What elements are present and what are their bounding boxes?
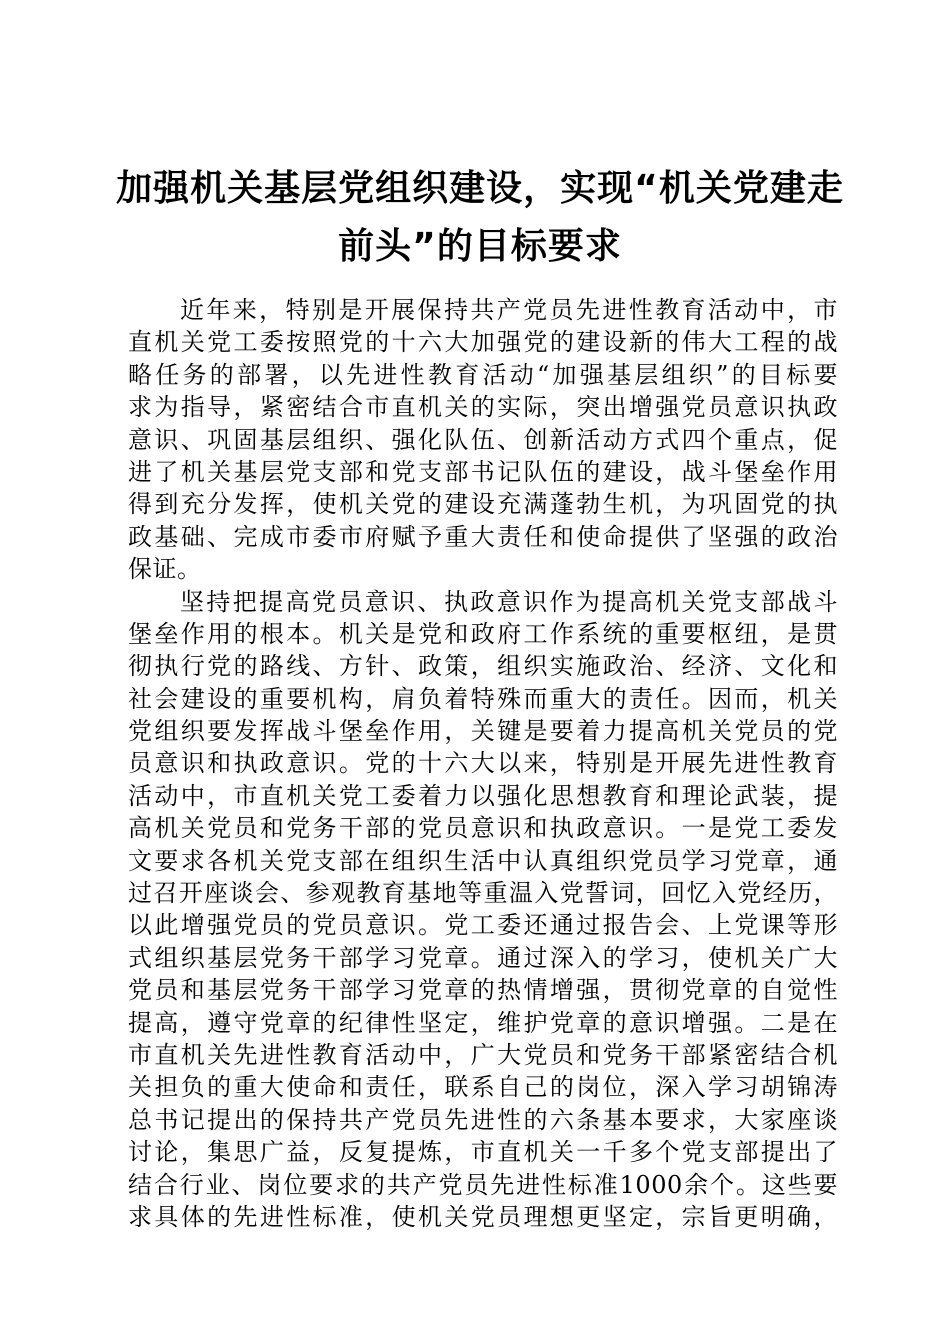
paragraph-line: 社会建设的重要机构，肩负着特殊而重大的责任。因而，机关 <box>128 684 838 713</box>
paragraph-1 <box>128 294 838 586</box>
title-line-1: 加强机关基层党组织建设，实现“机关党建走 <box>116 168 844 209</box>
document-title <box>110 160 850 276</box>
paragraph-line: 关担负的重大使命和责任，联系自己的岗位，深入学习胡锦涛 <box>128 1073 838 1102</box>
paragraph-line: 党员和基层党务干部学习党章的热情增强，贯彻党章的自觉性 <box>128 976 838 1005</box>
paragraph-line: 坚持把提高党员意识、执政意识作为提高机关党支部战斗 <box>180 587 838 616</box>
paragraph-line: 员意识和执政意识。党的十六大以来，特别是开展先进性教育 <box>128 749 838 778</box>
paragraph-line: 求为指导，紧密结合市直机关的实际，突出增强党员意识执政 <box>128 393 838 422</box>
paragraph-line: 政基础、完成市委市府赋予重大责任和使命提供了坚强的政治 <box>128 522 838 551</box>
paragraph-line: 结合行业、岗位要求的共产党员先进性标准1000余个。这些要 <box>128 1170 838 1199</box>
paragraph-line: 直机关党工委按照党的十六大加强党的建设新的伟大工程的战 <box>128 328 838 357</box>
paragraph-line: 意识、巩固基层组织、强化队伍、创新活动方式四个重点，促 <box>128 425 838 454</box>
paragraph-line: 求具体的先进性标准，使机关党员理想更坚定，宗旨更明确， <box>128 1202 838 1231</box>
paragraph-line: 总书记提出的保持共产党员先进性的六条基本要求，大家座谈 <box>128 1105 838 1134</box>
paragraph-line: 党组织要发挥战斗堡垒作用，关键是要着力提高机关党员的党 <box>128 717 838 746</box>
paragraph-line: 讨论，集思广益，反复提炼，市直机关一千多个党支部提出了 <box>128 1138 838 1167</box>
document-body <box>128 294 838 1233</box>
paragraph-line: 式组织基层党务干部学习党章。通过深入的学习，使机关广大 <box>128 943 838 972</box>
paragraph-line: 得到充分发挥，使机关党的建设充满蓬勃生机，为巩固党的执 <box>128 490 838 519</box>
paragraph-line: 高机关党员和党务干部的党员意识和执政意识。一是党工委发 <box>128 814 838 843</box>
paragraph-line: 提高，遵守党章的纪律性坚定，维护党章的意识增强。二是在 <box>128 1008 838 1037</box>
title-line-2: 前头”的目标要求 <box>338 226 622 267</box>
paragraph-line: 堡垒作用的根本。机关是党和政府工作系统的重要枢纽，是贯 <box>128 619 838 648</box>
paragraph-line: 活动中，市直机关党工委着力以强化思想教育和理论武装，提 <box>128 781 838 810</box>
paragraph-line: 进了机关基层党支部和党支部书记队伍的建设，战斗堡垒作用 <box>128 457 838 486</box>
paragraph-line: 彻执行党的路线、方针、政策，组织实施政治、经济、文化和 <box>128 652 838 681</box>
paragraph-line: 保证。 <box>128 555 202 584</box>
paragraph-line: 略任务的部署，以先进性教育活动“加强基层组织”的目标要 <box>128 360 838 389</box>
paragraph-line: 近年来，特别是开展保持共产党员先进性教育活动中，市 <box>180 296 838 324</box>
paragraph-line: 文要求各机关党支部在组织生活中认真组织党员学习党章，通 <box>128 846 838 875</box>
paragraph-line: 市直机关先进性教育活动中，广大党员和党务干部紧密结合机 <box>128 1040 838 1069</box>
paragraph-2 <box>128 586 838 1234</box>
paragraph-line: 以此增强党员的党员意识。党工委还通过报告会、上党课等形 <box>128 911 838 940</box>
paragraph-line: 过召开座谈会、参观教育基地等重温入党誓词，回忆入党经历， <box>128 879 838 908</box>
